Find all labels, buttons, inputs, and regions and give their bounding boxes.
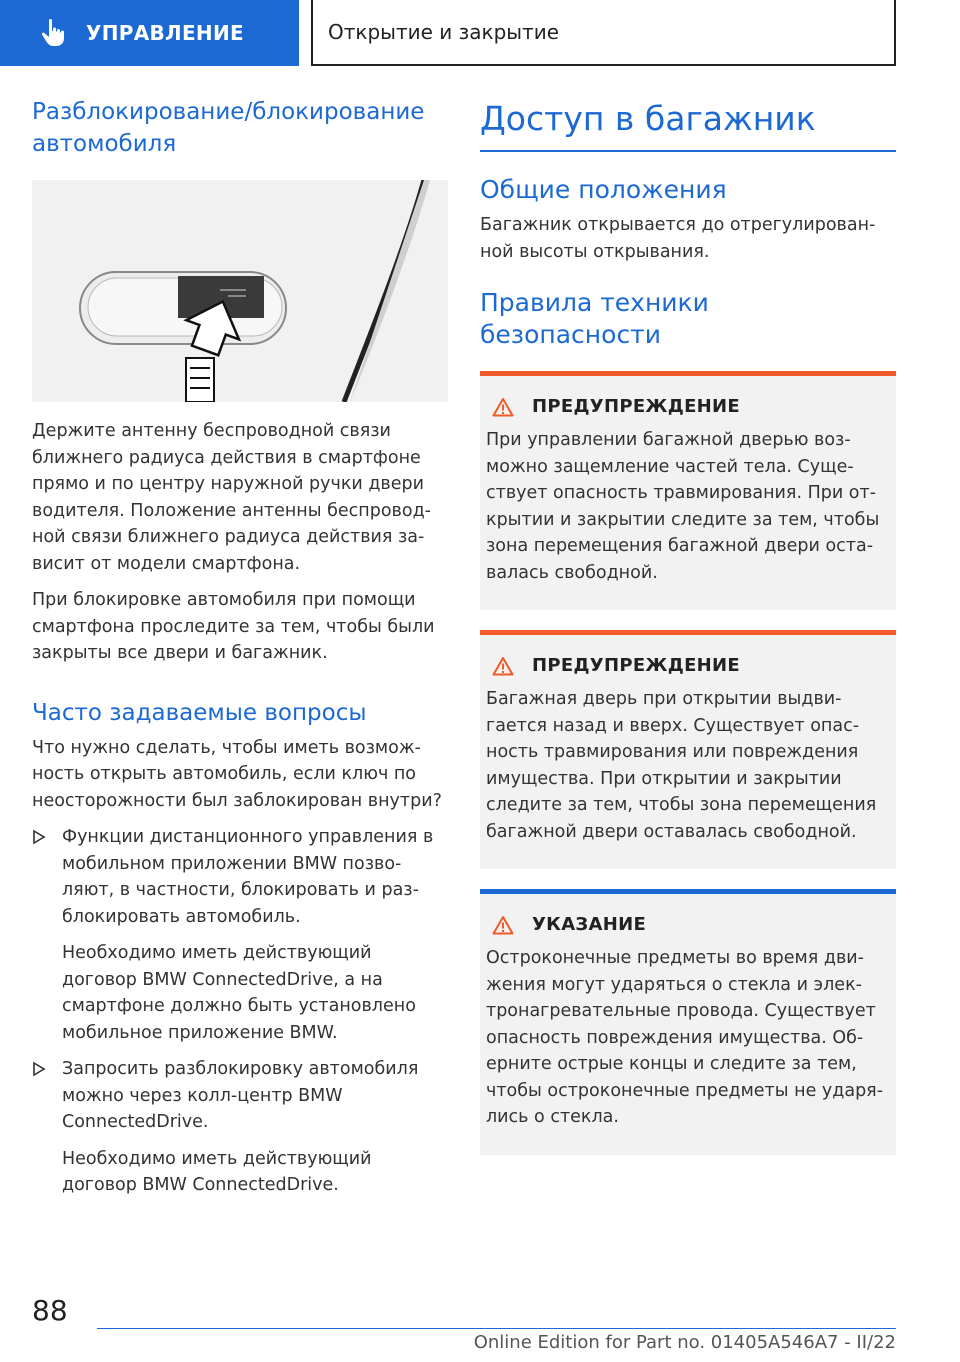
list-item-note: Необходимо иметь действующий договор BMW ConnectedDrive. [62,1148,372,1195]
title-divider [480,150,896,152]
section-label: УПРАВЛЕНИЕ [86,21,244,45]
list-item [32,1056,448,1199]
list-item-note: Необходимо иметь действующий договор BMW ConnectedDrive, а на смартфоне должно быть установлено мобильное приложение BMW. [62,943,416,1043]
door-handle-drawing [32,180,448,402]
list-item-text: Запросить разблокировку автомобиля можно через колл-центр BMW ConnectedDrive. [62,1059,419,1132]
page-number: 88 [32,1294,68,1327]
general-heading: Общие положения [480,175,727,204]
safety-heading: Правила техники безопасности [480,288,709,349]
door-handle-illustration [32,180,448,402]
left-column [32,96,448,1209]
notice-triangle-icon [492,915,514,935]
notice-box [480,889,896,1155]
right-column [480,96,896,1155]
warning-triangle-icon [492,397,514,417]
footer-divider [97,1328,896,1329]
list-item [32,824,448,1046]
warning-box [480,371,896,610]
list-item-text: Функции дистанционного управления в мобильном приложении BMW позво-ляют, в частности, блокировать и раз-блокировать автомобиль. [62,827,434,927]
hand-pointer-icon [40,17,70,49]
warning-box [480,630,896,869]
triangle-bullet-icon [32,1061,46,1077]
chapter-label: Открытие и закрытие [328,20,560,44]
section-tab [0,0,299,66]
warning-text: Багажная дверь при открытии выдви-гается назад и вверх. Существует опас-ность травмирования или повреждения имущества. При открытии и закрытии следите за тем, чтобы зона перемещения багажной двери оставалась свободной. [486,689,877,842]
faq-heading: Часто задаваемые вопросы [32,699,367,726]
unlock-heading: Разблокирование/блокирование автомобиля [32,99,425,157]
general-text: Багажник открывается до отрегулирован-ной высоты открывания. [480,215,876,262]
page-title: Доступ в багажник [480,99,816,138]
warning-text: При управлении багажной дверью воз-можно защемление частей тела. Суще-ствует опасность травмирования. При от-крытии и закрытии следите за тем, чтобы зона перемещения багажной двери оста-валась свободной. [486,430,880,583]
edition-info: Online Edition for Part no. 01405A546A7 - II/22 [473,1332,896,1353]
warning-triangle-icon [492,656,514,676]
lock-paragraph: При блокировке автомобиля при помощи смартфона проследите за тем, чтобы были закрыты все двери и багажник. [32,590,435,663]
antenna-paragraph: Держите антенну беспроводной связи ближнего радиуса действия в смартфоне прямо и по центру наружной ручки двери водителя. Положение антенны беспровод-ной связи ближнего радиуса действия за-висит от модели смартфона. [32,421,431,574]
warning-label: ПРЕДУПРЕЖДЕНИЕ [532,655,741,676]
warning-label: ПРЕДУПРЕЖДЕНИЕ [532,396,741,417]
faq-question: Что нужно сделать, чтобы иметь возмож-ность открыть автомобиль, если ключ по неосторожности был заблокирован внутри? [32,737,442,811]
notice-label: УКАЗАНИЕ [532,914,647,935]
triangle-bullet-icon [32,829,46,845]
chapter-tab [311,0,896,66]
notice-text: Остроконечные предметы во время дви-жения могут ударяться о стекла и элек-тронагревательные провода. Существует опасность повреждения имущества. Об-ерните острые концы и следите за тем, чтобы остроконечные предметы не ударя-лись о стекла. [486,948,884,1127]
faq-answers [32,824,448,1199]
